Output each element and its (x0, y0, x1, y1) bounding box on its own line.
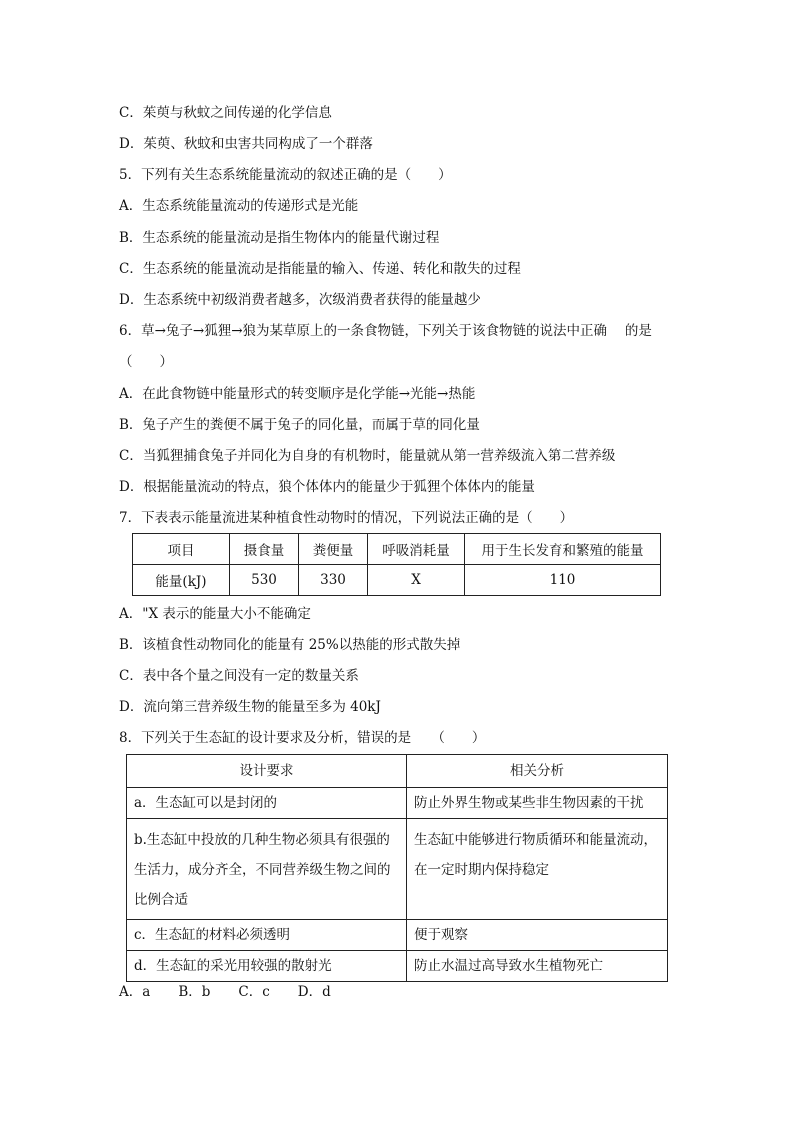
option-a-q8: A．a (119, 984, 151, 1000)
option-c-q8: C．c (238, 984, 270, 1000)
table-cell: c．生态缸的材料必须透明 (127, 920, 407, 951)
table-header-cell: 相关分析 (407, 755, 668, 788)
table-header-cell: 用于生长发育和繁殖的能量 (465, 534, 661, 565)
question-5: 5．下列有关生态系统能量流动的叙述正确的是（ ） (119, 167, 452, 183)
option-c-q5: C．生态系统的能量流动是指能量的输入、传递、转化和散失的过程 (119, 261, 521, 277)
table-header-row (133, 534, 661, 565)
option-c-q7: C．表中各个量之间没有一定的数量关系 (119, 668, 359, 684)
option-d-q8: D．d (297, 984, 331, 1000)
table-cell: d．生态缸的采光用较强的散射光 (127, 951, 407, 982)
table-header-cell: 摄食量 (230, 534, 299, 565)
table-cell: 生态缸中能够进行物质循环和能量流动，在一定时期内保持稳定 (407, 819, 668, 920)
option-d-q4: D．茱萸、秋蚊和虫害共同构成了一个群落 (119, 136, 373, 152)
options-q8 (119, 983, 359, 1001)
option-a-q7: A．"X 表示的能量大小不能确定 (119, 606, 311, 622)
option-c-q4: C．茱萸与秋蚊之间传递的化学信息 (119, 105, 332, 121)
table-header-cell: 呼吸消耗量 (368, 534, 465, 565)
table-cell: 330 (299, 565, 368, 596)
option-d-q7: D．流向第三营养级生物的能量至多为 40kJ (119, 699, 381, 715)
table-cell: b.生态缸中投放的几种生物必须具有很强的生活力，成分齐全，不同营养级生物之间的比例合适 (127, 819, 407, 920)
table-header-cell: 设计要求 (127, 755, 407, 788)
table-cell: 能量(kJ) (133, 565, 230, 596)
option-b-q6: B．兔子产生的粪便不属于兔子的同化量，而属于草的同化量 (119, 417, 480, 433)
energy-table (132, 533, 661, 596)
table-header-cell: 粪便量 (299, 534, 368, 565)
option-d-q6: D．根据能量流动的特点，狼个体体内的能量少于狐狸个体体内的能量 (119, 479, 535, 495)
table-cell: 便于观察 (407, 920, 668, 951)
question-6-paren: （ ） (119, 354, 173, 370)
table-cell: a．生态缸可以是封闭的 (127, 788, 407, 819)
table-cell: X (368, 565, 465, 596)
table-header-cell: 项目 (133, 534, 230, 565)
option-b-q8: B．b (178, 984, 211, 1000)
table-row (133, 565, 661, 596)
table-row (127, 788, 668, 819)
table-cell: 110 (465, 565, 661, 596)
table-row (127, 920, 668, 951)
table-cell: 防止水温过高导致水生植物死亡 (407, 951, 668, 982)
option-a-q5: A．生态系统能量流动的传递形式是光能 (119, 198, 359, 214)
table-cell: 防止外界生物或某些非生物因素的干扰 (407, 788, 668, 819)
question-7: 7．下表表示能量流进某种植食性动物时的情况，下列说法正确的是（ ） (119, 510, 574, 526)
option-c-q6: C．当狐狸捕食兔子并同化为自身的有机物时，能量就从第一营养级流入第二营养级 (119, 448, 616, 464)
table-row (127, 951, 668, 982)
option-a-q6: A．在此食物链中能量形式的转变顺序是化学能→光能→热能 (119, 386, 476, 402)
option-d-q5: D．生态系统中初级消费者越多，次级消费者获得的能量越少 (119, 292, 481, 308)
table-row (127, 819, 668, 920)
option-b-q5: B．生态系统的能量流动是指生物体内的能量代谢过程 (119, 230, 440, 246)
table-cell: 530 (230, 565, 299, 596)
question-6: 6．草→兔子→狐狸→狼为某草原上的一条食物链，下列关于该食物链的说法中正确 的是 (119, 323, 652, 339)
question-8: 8．下列关于生态缸的设计要求及分析，错误的是 （ ） (119, 730, 486, 746)
table-header-row (127, 755, 668, 788)
option-b-q7: B．该植食性动物同化的能量有 25%以热能的形式散失掉 (119, 637, 461, 653)
ecosystem-jar-table (126, 754, 668, 982)
